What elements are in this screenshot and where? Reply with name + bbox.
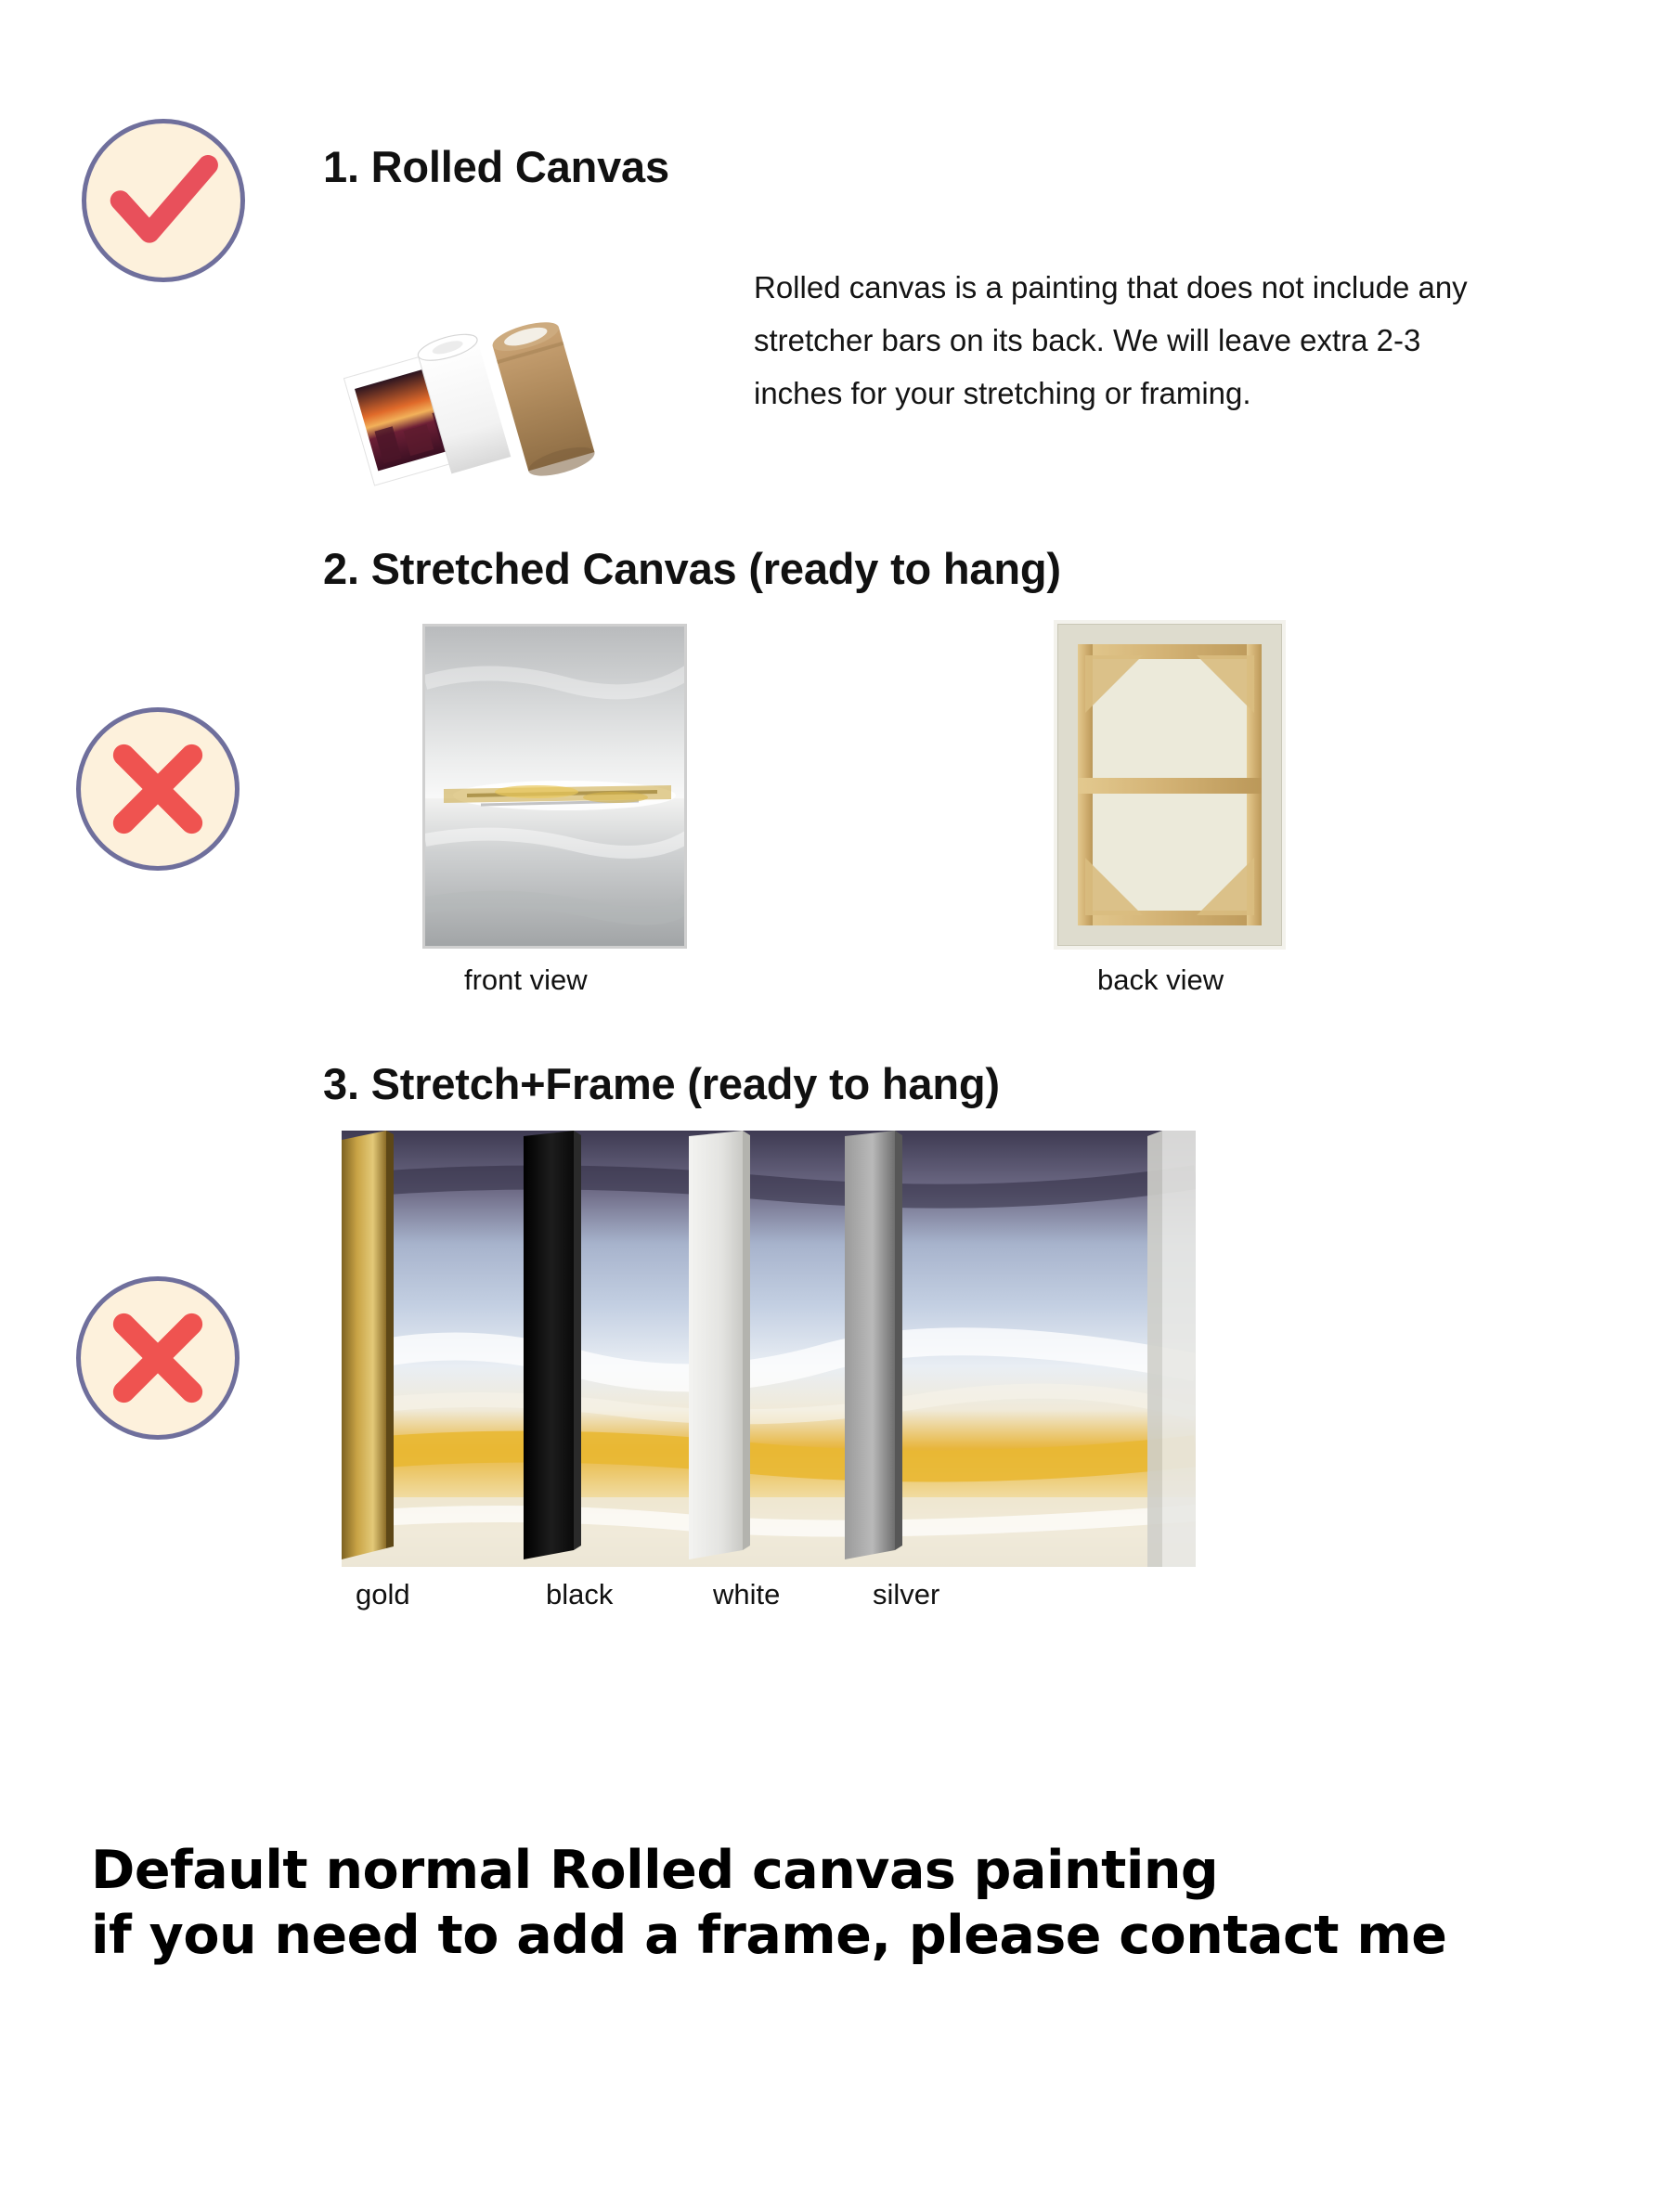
bottom-note-line-1: Default normal Rolled canvas painting xyxy=(91,1840,1219,1901)
frame-label-black: black xyxy=(546,1578,614,1610)
rolled-canvas-illustration xyxy=(343,297,650,501)
check-icon xyxy=(86,123,240,278)
label-back-view: back view xyxy=(1097,964,1224,996)
frame-label-silver: silver xyxy=(873,1578,940,1610)
frame-sample-white xyxy=(689,1131,750,1559)
status-marker-check xyxy=(82,119,245,282)
section-heading-stretched-canvas: 2. Stretched Canvas (ready to hang) xyxy=(323,544,1061,593)
frame-label-gold: gold xyxy=(356,1578,410,1610)
rolled-canvas-description: Rolled canvas is a painting that does not include any stretcher bars on its back. We will leave extra 2-3 inches for your stretching or framing. xyxy=(754,270,1468,410)
status-marker-cross-framed xyxy=(76,1276,240,1440)
section-heading-rolled-canvas: 1. Rolled Canvas xyxy=(323,142,669,191)
bottom-note xyxy=(91,1838,1613,1968)
framed-canvas-samples-image xyxy=(342,1131,1196,1567)
frame-sample-silver xyxy=(845,1131,902,1559)
label-front-view: front view xyxy=(464,964,588,996)
stretched-canvas-front-image xyxy=(422,624,687,949)
status-marker-cross-stretched xyxy=(76,707,240,871)
frame-sample-gold xyxy=(342,1131,394,1559)
frame-label-white: white xyxy=(713,1578,781,1610)
bottom-note-line-2: if you need to add a frame, please contact me xyxy=(91,1905,1447,1967)
cross-icon xyxy=(81,1281,235,1435)
frame-sample-black xyxy=(524,1131,581,1559)
stretched-canvas-back-image xyxy=(1054,620,1286,950)
section-heading-stretch-frame: 3. Stretch+Frame (ready to hang) xyxy=(323,1059,1000,1108)
cross-icon xyxy=(81,712,235,866)
